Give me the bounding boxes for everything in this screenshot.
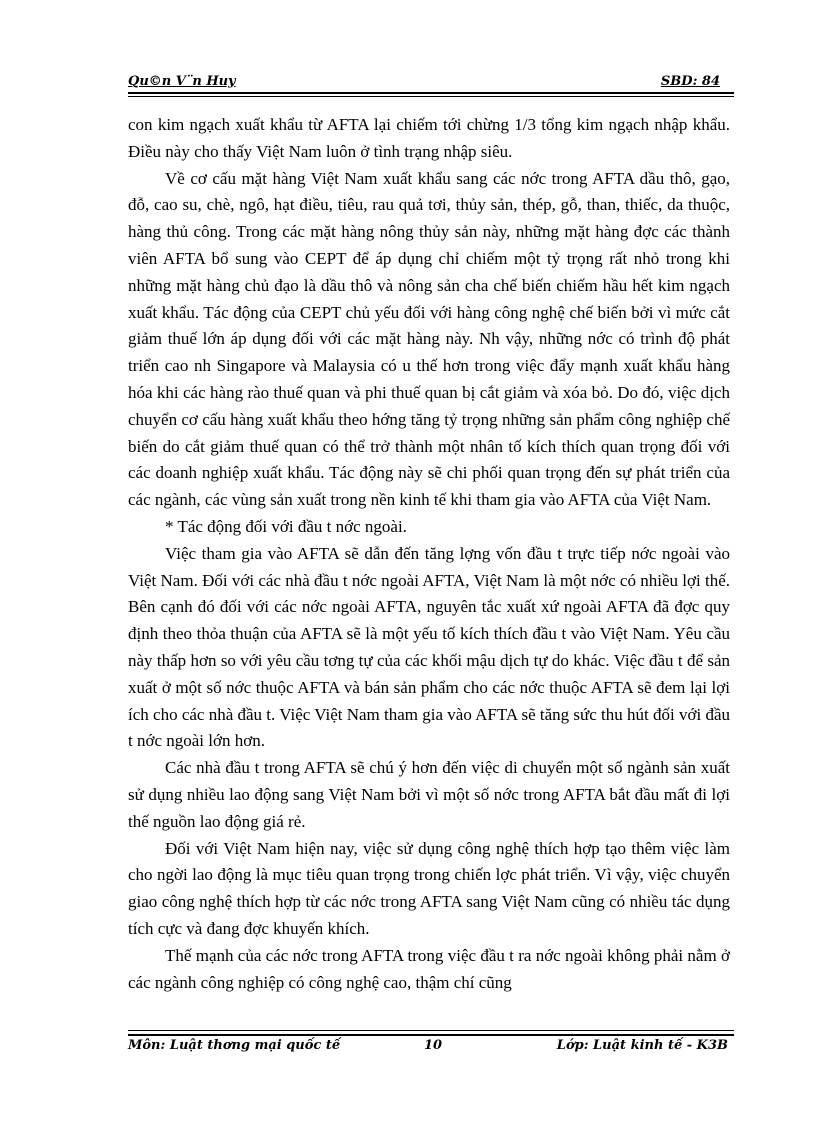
paragraph-strengths: Thế mạnh của các nớc trong AFTA trong việc đầu t ra nớc ngoài không phải nằm ở các ngành công nghiệp có công nghệ cao, thậm chí cũng [128, 945, 730, 992]
footer-class: Lớp: Luật kinh tế - K3B [556, 1038, 728, 1053]
footer-rule-thick [128, 1034, 734, 1036]
paragraph-technology: Đối với Việt Nam hiện nay, việc sử dụng công nghệ thích hợp tạo thêm việc làm cho ngời lao động là mục tiêu quan trọng trong chiến lợc phát triển. Vì vậy, việc chuyển giao công nghệ thích hợp từ các nớc trong AFTA sang Việt Nam cũng có nhiều tác dụng tích cực và đang đợc khuyến khích. [128, 838, 730, 938]
header-sbd: SBD: 84 [660, 74, 720, 89]
header-rule-thick [128, 92, 734, 94]
page-header [128, 74, 734, 94]
document-body [128, 112, 730, 996]
footer-subject: Môn: Luật thơng mại quốc tế [128, 1038, 341, 1053]
paragraph-investors: Các nhà đầu t trong AFTA sẽ chú ý hơn đến việc di chuyển một số ngành sản xuất sử dụng nhiều lao động sang Việt Nam bởi vì một số nớc trong AFTA bắt đầu mất đi lợi thế nguồn lao động giá rẻ. [128, 758, 730, 831]
header-author: Qu©n V¨n Huy [128, 74, 236, 89]
footer-rule-thin [128, 1030, 734, 1031]
paragraph-fdi: Việc tham gia vào AFTA sẽ dẫn đến tăng lợng vốn đầu t trực tiếp nớc ngoài vào Việt Nam. Đối với các nhà đầu t nớc ngoài AFTA, Việt Nam là một nớc có nhiều lợi thế. Bên cạnh đó đối với các nớc ngoài AFTA, nguyên tắc xuất xứ ngoài AFTA đã đợc quy định theo thỏa thuận của AFTA sẽ là một yếu tố kích thích đầu t vào Việt Nam. Yêu cầu này thấp hơn so với yêu cầu tơng tự của các khối mậu dịch tự do khác. Việc đầu t để sản xuất ở một số nớc thuộc AFTA và bán sản phẩm cho các nớc thuộc AFTA sẽ đem lại lợi ích cho các nhà đầu t. Việc Việt Nam tham gia vào AFTA sẽ tăng sức thu hút đối với đầu t nớc ngoài lớn hơn. [128, 543, 730, 751]
page-footer [128, 1038, 734, 1060]
page-number: 10 [424, 1038, 443, 1053]
header-rule-thin [128, 96, 734, 97]
section-heading-foreign-investment: * Tác động đối với đầu t nớc ngoài. [165, 516, 407, 536]
paragraph-export-structure: Về cơ cấu mặt hàng Việt Nam xuất khẩu sang các nớc trong AFTA dầu thô, gạo, đỗ, cao su, chè, ngô, hạt điều, tiêu, rau quả tơi, thủy sản, thép, gỗ, than, thiếc, da thuộc, hàng thủ công. Trong các mặt hàng nông thủy sản này, những mặt hàng đợc các thành viên AFTA bổ sung vào CEPT để áp dụng chỉ chiếm một tỷ trọng rất nhỏ trong khi những mặt hàng chủ đạo là dầu thô và nông sản cha chế biến chiếm hầu hết kim ngạch xuất khẩu. Tác động của CEPT chủ yếu đối với hàng công nghệ chế biến bởi vì mức cắt giảm thuế lớn áp dụng đối với các mặt hàng này. Nh vậy, những nớc có trình độ phát triển cao nh Singapore và Malaysia có u thế hơn trong việc đẩy mạnh xuất khẩu hàng hóa khi các hàng rào thuế quan và phi thuế quan bị cắt giảm và xóa bỏ. Do đó, việc dịch chuyển cơ cấu hàng xuất khẩu theo hớng tăng tỷ trọng những sản phẩm công nghiệp chế biến do cắt giảm thuế quan có thể trở thành một nhân tố kích thích quan trọng đối với các doanh nghiệp xuất khẩu. Tác động này sẽ chi phối quan trọng đến sự phát triển của các ngành, các vùng sản xuất trong nền kinh tế khi tham gia vào AFTA của Việt Nam. [128, 168, 730, 510]
paragraph-continuation: con kim ngạch xuất khẩu từ AFTA lại chiếm tới chừng 1/3 tổng kim ngạch nhập khẩu. Điều này cho thấy Việt Nam luôn ở tình trạng nhập siêu. [128, 115, 730, 161]
